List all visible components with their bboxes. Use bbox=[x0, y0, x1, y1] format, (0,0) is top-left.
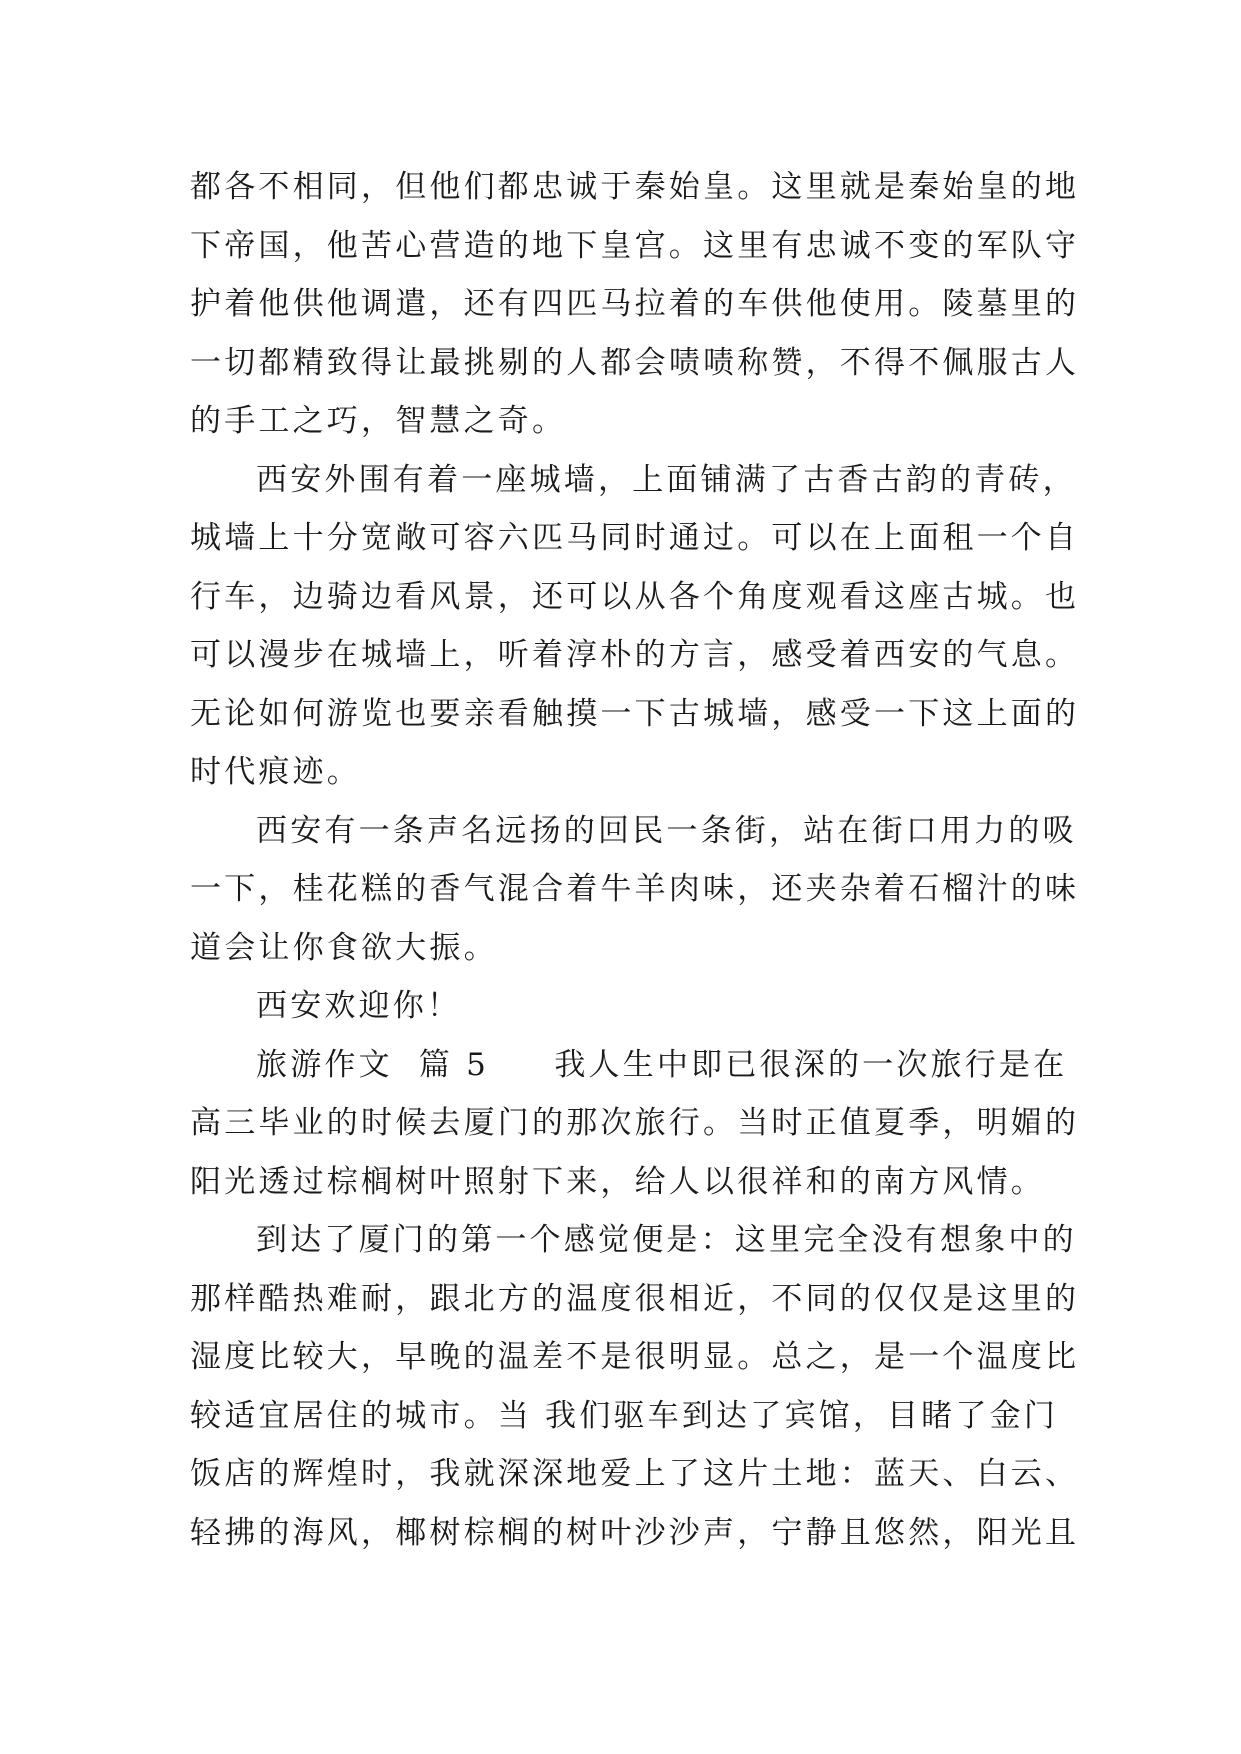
text-line: 较适宜居住的城市。当 我们驱车到达了宾馆，目睹了金门 bbox=[190, 1397, 1059, 1434]
text-line: 一切都精致得让最挑剔的人都会啧啧称赞，不得不佩服古人 bbox=[190, 344, 1080, 381]
paragraph-first-line: 西安欢迎你！ bbox=[256, 988, 462, 1024]
text-line: 行车，边骑边看风景，还可以从各个角度观看这座古城。也 bbox=[190, 578, 1080, 615]
text-line: 无论如何游览也要亲看触摸一下古城墙，感受一下这上面的 bbox=[190, 695, 1080, 732]
text-line: 的手工之巧，智慧之奇。 bbox=[190, 403, 567, 439]
paragraph-first-line: 西安外围有着一座城墙，上面铺满了古香古韵的青砖， bbox=[256, 461, 1077, 498]
document-body bbox=[190, 158, 1080, 1562]
text-line: 时代痕迹。 bbox=[190, 754, 361, 790]
text-line: 一下，桂花糕的香气混合着牛羊肉味，还夹杂着石榴汁的味 bbox=[190, 871, 1080, 907]
text-line: 轻拂的海风，椰树棕榈的树叶沙沙声，宁静且悠然，阳光且 bbox=[190, 1514, 1080, 1551]
text-line: 道会让你食欲大振。 bbox=[190, 929, 498, 966]
section-heading-line: 旅游作文 篇 5 我人生中即已很深的一次旅行是在 bbox=[256, 1046, 1068, 1083]
text-line: 护着他供他调遣，还有四匹马拉着的车供他使用。陵墓里的 bbox=[190, 286, 1080, 322]
text-line: 那样酷热难耐，跟北方的温度很相近，不同的仅仅是这里的 bbox=[190, 1280, 1080, 1317]
paragraph-first-line: 到达了厦门的第一个感觉便是：这里完全没有想象中的 bbox=[256, 1222, 1077, 1258]
text-line: 城墙上十分宽敞可容六匹马同时通过。可以在上面租一个自 bbox=[190, 520, 1080, 556]
text-line: 阳光透过棕榈树叶照射下来，给人以很祥和的南方风情。 bbox=[190, 1163, 1045, 1200]
text-line: 可以漫步在城墙上，听着淳朴的方言，感受着西安的气息。 bbox=[190, 637, 1080, 673]
paragraph-first-line: 西安有一条声名远扬的回民一条街，站在街口用力的吸 bbox=[256, 812, 1077, 849]
text-line: 下帝国，他苦心营造的地下皇宫。这里有忠诚不变的军队守 bbox=[190, 227, 1080, 264]
text-line: 都各不相同，但他们都忠诚于秦始皇。这里就是秦始皇的地 bbox=[190, 169, 1080, 205]
text-line: 湿度比较大，早晚的温差不是很明显。总之，是一个温度比 bbox=[190, 1339, 1080, 1375]
text-line: 高三毕业的时候去厦门的那次旅行。当时正值夏季，明媚的 bbox=[190, 1105, 1080, 1141]
text-line: 饭店的辉煌时，我就深深地爱上了这片土地：蓝天、白云、 bbox=[190, 1456, 1080, 1492]
